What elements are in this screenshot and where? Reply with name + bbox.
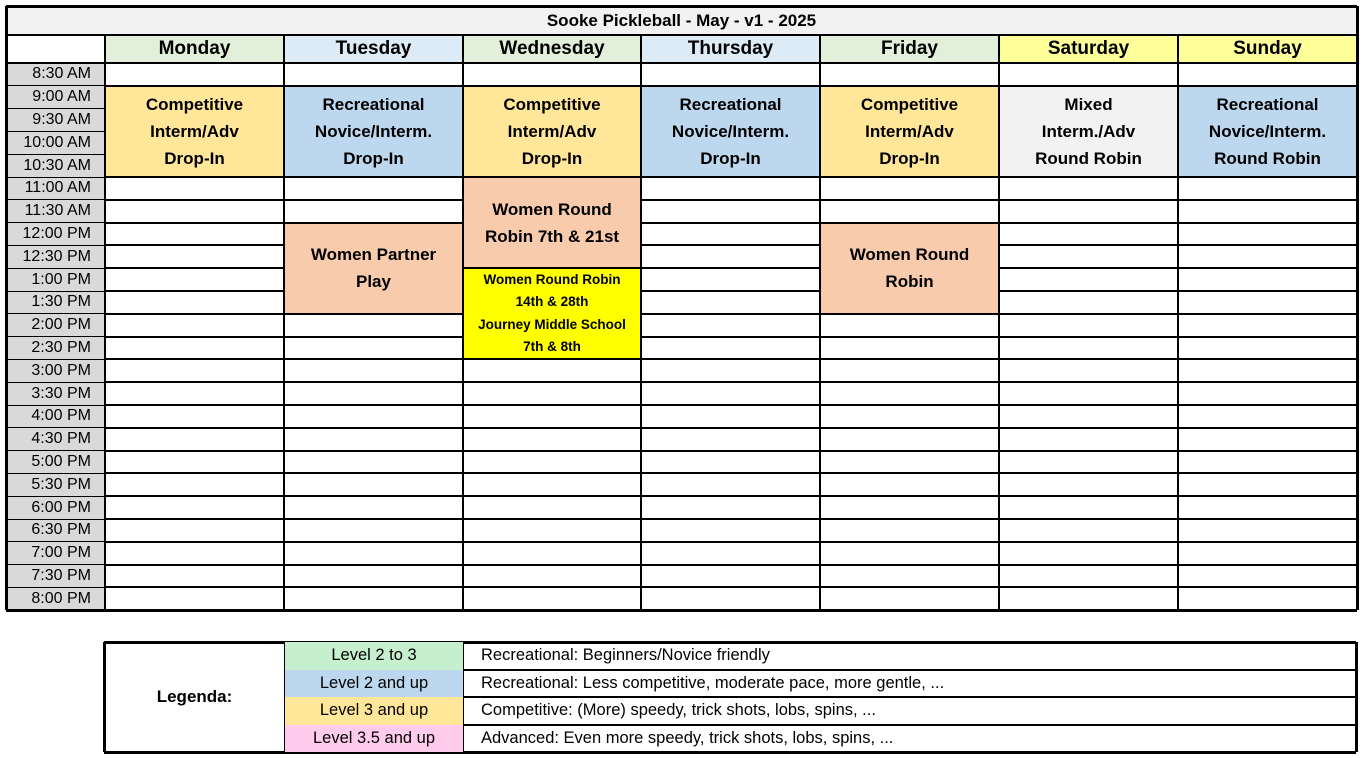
time-slot: 9:30 AM — [6, 109, 105, 132]
grid-line — [284, 176, 463, 178]
event-text-line: Competitive — [145, 94, 244, 114]
legend-label: Legenda: — [156, 687, 233, 706]
grid-line — [999, 85, 1178, 87]
grid-line — [820, 358, 999, 360]
time-slot: 3:00 PM — [6, 359, 105, 382]
grid-line — [462, 35, 464, 610]
time-slot: 10:00 AM — [6, 131, 105, 154]
grid-line — [6, 154, 105, 155]
grid-line — [1178, 290, 1357, 292]
grid-line — [5, 6, 8, 610]
grid-line — [998, 35, 1000, 610]
schedule-title: Sooke Pickleball - May - v1 - 2025 — [6, 6, 1357, 35]
grid-line — [463, 85, 641, 87]
grid-line — [820, 313, 999, 315]
grid-line — [105, 244, 284, 246]
grid-line — [6, 382, 105, 383]
event-text-line: Mixed — [1064, 94, 1113, 114]
event-text-line: Play — [356, 272, 391, 292]
grid-line — [1178, 176, 1357, 178]
grid-line — [105, 222, 284, 224]
time-slot: 8:00 PM — [6, 587, 105, 610]
grid-line — [6, 313, 105, 314]
grid-line — [1178, 564, 1357, 566]
grid-line — [1178, 199, 1357, 201]
grid-line — [1178, 267, 1357, 269]
grid-line — [641, 586, 820, 588]
grid-line — [1178, 495, 1357, 497]
event-text-line: Novice/Interm. — [314, 121, 433, 141]
grid-line — [6, 541, 105, 542]
time-slot: 11:00 AM — [6, 177, 105, 200]
grid-line — [1178, 472, 1357, 474]
grid-line — [105, 381, 284, 383]
event-text-line: Women Round — [492, 199, 612, 219]
grid-line — [463, 586, 641, 588]
grid-line — [284, 495, 463, 497]
legend-level-swatch: Level 2 and up — [285, 670, 463, 698]
grid-line — [6, 85, 105, 86]
event-text-line: Drop-In — [700, 148, 761, 168]
grid-line — [6, 62, 1357, 64]
grid-line — [820, 199, 999, 201]
grid-line — [284, 586, 463, 588]
grid-line — [641, 495, 820, 497]
grid-line — [820, 381, 999, 383]
grid-line — [6, 5, 1357, 8]
grid-line — [105, 450, 284, 452]
event-text-line: Interm/Adv — [865, 121, 954, 141]
grid-line — [1178, 586, 1357, 588]
legend-description: Competitive: (More) speedy, trick shots, lobs, spins, ... — [481, 701, 876, 720]
grid-line — [105, 176, 284, 178]
time-slot: 11:30 AM — [6, 200, 105, 223]
event-text-line: Drop-In — [164, 148, 225, 168]
day-header-saturday: Saturday — [999, 35, 1178, 63]
grid-line — [6, 291, 105, 292]
grid-line — [999, 199, 1178, 201]
time-slot: 5:00 PM — [6, 451, 105, 474]
grid-line — [641, 541, 820, 543]
grid-line — [284, 199, 463, 201]
grid-line — [1356, 6, 1359, 610]
grid-line — [105, 404, 284, 406]
day-header-thursday: Thursday — [641, 35, 820, 63]
grid-line — [999, 290, 1178, 292]
grid-line — [284, 450, 463, 452]
event-mon-morning — [105, 86, 284, 177]
grid-line — [284, 336, 463, 338]
time-slot: 6:00 PM — [6, 496, 105, 519]
grid-line — [105, 495, 284, 497]
event-tue-women-partner — [284, 223, 463, 314]
grid-line — [820, 85, 999, 87]
grid-line — [463, 381, 641, 383]
grid-line — [819, 35, 821, 610]
grid-line — [999, 564, 1178, 566]
grid-line — [641, 564, 820, 566]
grid-line — [820, 518, 999, 520]
grid-line — [463, 518, 641, 520]
time-slot: 7:00 PM — [6, 542, 105, 565]
grid-line — [6, 177, 105, 178]
grid-line — [105, 290, 284, 292]
grid-line — [999, 541, 1178, 543]
grid-line — [641, 199, 820, 201]
legend-level-swatch: Level 2 to 3 — [285, 642, 463, 670]
time-slot: 8:30 AM — [6, 63, 105, 86]
event-text-line: Novice/Interm. — [1208, 121, 1327, 141]
grid-line — [463, 495, 641, 497]
grid-line — [641, 290, 820, 292]
grid-line — [284, 313, 463, 315]
grid-line — [6, 587, 105, 588]
grid-line — [463, 267, 641, 269]
grid-line — [6, 564, 105, 565]
grid-line — [284, 541, 463, 543]
event-text-line: Drop-In — [521, 148, 583, 168]
grid-line — [6, 609, 1357, 612]
grid-line — [105, 564, 284, 566]
grid-line — [641, 472, 820, 474]
grid-line — [284, 427, 463, 429]
grid-line — [284, 85, 463, 87]
grid-line — [641, 358, 820, 360]
grid-line — [999, 404, 1178, 406]
grid-line — [999, 267, 1178, 269]
grid-line — [105, 267, 284, 269]
event-text-line: Women Partner — [310, 245, 437, 265]
grid-line — [1178, 541, 1357, 543]
grid-line — [1178, 244, 1357, 246]
event-wed-yellow — [463, 268, 641, 359]
event-text-line: Journey Middle School — [478, 316, 626, 332]
grid-line — [820, 564, 999, 566]
grid-line — [999, 472, 1178, 474]
event-text-line: Round Robin — [1214, 148, 1321, 168]
grid-line — [6, 108, 105, 109]
event-text-line: Recreational — [322, 94, 425, 114]
grid-line — [463, 472, 641, 474]
event-text-line: 14th & 28th — [515, 294, 589, 310]
grid-line — [999, 358, 1178, 360]
grid-line — [6, 268, 105, 269]
event-text-line: Robin 7th & 21st — [484, 226, 620, 246]
grid-line — [105, 199, 284, 201]
event-text-line: Interm/Adv — [507, 121, 597, 141]
grid-line — [641, 404, 820, 406]
grid-line — [284, 381, 463, 383]
grid-line — [105, 427, 284, 429]
grid-line — [641, 336, 820, 338]
event-sat-morning — [999, 86, 1178, 177]
grid-line — [6, 131, 105, 132]
grid-line — [105, 336, 284, 338]
grid-line — [999, 244, 1178, 246]
event-tue-morning — [284, 86, 463, 177]
grid-line — [641, 313, 820, 315]
grid-line — [105, 358, 284, 360]
grid-line — [105, 541, 284, 543]
grid-line — [999, 450, 1178, 452]
grid-line — [820, 450, 999, 452]
grid-line — [6, 496, 105, 497]
event-wed-morning — [463, 86, 641, 177]
event-text-line: Women Round Robin — [483, 271, 621, 287]
grid-line — [104, 35, 106, 610]
grid-line — [1178, 450, 1357, 452]
time-slot: 1:30 PM — [6, 291, 105, 314]
grid-line — [999, 495, 1178, 497]
time-slot: 2:30 PM — [6, 337, 105, 360]
grid-line — [1178, 518, 1357, 520]
event-text-line: Robin — [885, 272, 934, 292]
time-slot: 12:00 PM — [6, 223, 105, 246]
grid-line — [283, 35, 285, 610]
legend-description: Advanced: Even more speedy, trick shots, lobs, spins, ... — [481, 728, 894, 747]
event-text-line: Novice/Interm. — [671, 121, 790, 141]
grid-line — [6, 473, 105, 474]
grid-line — [820, 586, 999, 588]
grid-line — [641, 85, 820, 87]
grid-line — [820, 472, 999, 474]
grid-line — [1178, 381, 1357, 383]
grid-line — [999, 518, 1178, 520]
legend-description: Recreational: Less competitive, moderate pace, more gentle, ... — [481, 673, 945, 692]
time-slot: 1:00 PM — [6, 268, 105, 291]
event-text-line: Drop-In — [879, 148, 940, 168]
grid-line — [1178, 336, 1357, 338]
grid-line — [463, 541, 641, 543]
grid-line — [999, 336, 1178, 338]
time-slot: 6:30 PM — [6, 519, 105, 542]
grid-line — [999, 586, 1178, 588]
grid-line — [1178, 85, 1357, 87]
event-text-line: Competitive — [503, 94, 601, 114]
event-thu-morning — [641, 86, 820, 177]
event-wed-women-rr — [463, 177, 641, 268]
grid-line — [1178, 427, 1357, 429]
grid-line — [6, 336, 105, 337]
grid-line — [463, 176, 641, 178]
event-text-line: Recreational — [1216, 94, 1319, 114]
time-slot: 2:00 PM — [6, 314, 105, 337]
grid-line — [1178, 222, 1357, 224]
grid-line — [641, 518, 820, 520]
grid-line — [284, 472, 463, 474]
event-text-line: Round Robin — [1035, 148, 1142, 168]
day-header-wednesday: Wednesday — [463, 35, 641, 63]
grid-line — [1177, 35, 1179, 610]
day-header-monday: Monday — [105, 35, 284, 63]
time-slot: 5:30 PM — [6, 473, 105, 496]
grid-line — [284, 564, 463, 566]
time-slot: 4:30 PM — [6, 428, 105, 451]
grid-line — [284, 404, 463, 406]
event-text-line: Drop-In — [343, 148, 404, 168]
event-text-line: Competitive — [860, 94, 959, 114]
grid-line — [6, 450, 105, 451]
grid-line — [820, 404, 999, 406]
grid-line — [641, 222, 820, 224]
grid-line — [105, 85, 284, 87]
grid-line — [6, 359, 105, 360]
event-sun-morning — [1178, 86, 1357, 177]
grid-line — [6, 427, 105, 428]
time-slot: 4:00 PM — [6, 405, 105, 428]
grid-line — [284, 222, 463, 224]
grid-line — [999, 427, 1178, 429]
grid-line — [1178, 358, 1357, 360]
grid-line — [999, 222, 1178, 224]
event-text-line: Interm./Adv — [1041, 121, 1136, 141]
grid-line — [6, 519, 105, 520]
grid-line — [999, 313, 1178, 315]
grid-line — [463, 358, 641, 360]
legend-description: Recreational: Beginners/Novice friendly — [481, 646, 770, 665]
event-text-line: Recreational — [679, 94, 782, 114]
day-header-tuesday: Tuesday — [284, 35, 463, 63]
time-slot: 10:30 AM — [6, 154, 105, 177]
grid-line — [284, 358, 463, 360]
day-header-sunday: Sunday — [1178, 35, 1357, 63]
time-slot: 9:00 AM — [6, 86, 105, 109]
event-text-line: 7th & 8th — [523, 339, 581, 355]
grid-line — [820, 541, 999, 543]
grid-line — [999, 176, 1178, 178]
grid-line — [6, 199, 105, 200]
grid-line — [820, 427, 999, 429]
grid-line — [820, 336, 999, 338]
grid-line — [105, 472, 284, 474]
day-header-friday: Friday — [820, 35, 999, 63]
time-slot: 3:30 PM — [6, 382, 105, 405]
grid-line — [999, 381, 1178, 383]
grid-line — [641, 176, 820, 178]
grid-line — [820, 495, 999, 497]
time-slot: 12:30 PM — [6, 245, 105, 268]
event-text-line: Interm/Adv — [150, 121, 239, 141]
grid-line — [6, 34, 1357, 36]
legend-level-swatch: Level 3.5 and up — [285, 725, 463, 753]
time-slot: 7:30 PM — [6, 565, 105, 588]
grid-line — [641, 267, 820, 269]
grid-line — [463, 404, 641, 406]
grid-line — [1178, 404, 1357, 406]
grid-line — [641, 427, 820, 429]
grid-line — [284, 518, 463, 520]
grid-line — [641, 450, 820, 452]
grid-line — [105, 586, 284, 588]
grid-line — [820, 222, 999, 224]
grid-line — [6, 222, 105, 223]
grid-line — [463, 564, 641, 566]
legend-level-swatch: Level 3 and up — [285, 697, 463, 725]
event-fri-women-rr — [820, 223, 999, 314]
grid-line — [820, 176, 999, 178]
grid-line — [6, 405, 105, 406]
event-text-line: Women Round — [849, 245, 970, 265]
event-fri-morning — [820, 86, 999, 177]
grid-line — [640, 35, 642, 610]
grid-line — [105, 518, 284, 520]
grid-line — [463, 450, 641, 452]
grid-line — [6, 245, 105, 246]
grid-line — [463, 427, 641, 429]
grid-line — [1178, 313, 1357, 315]
grid-line — [105, 313, 284, 315]
grid-line — [641, 381, 820, 383]
grid-line — [641, 244, 820, 246]
